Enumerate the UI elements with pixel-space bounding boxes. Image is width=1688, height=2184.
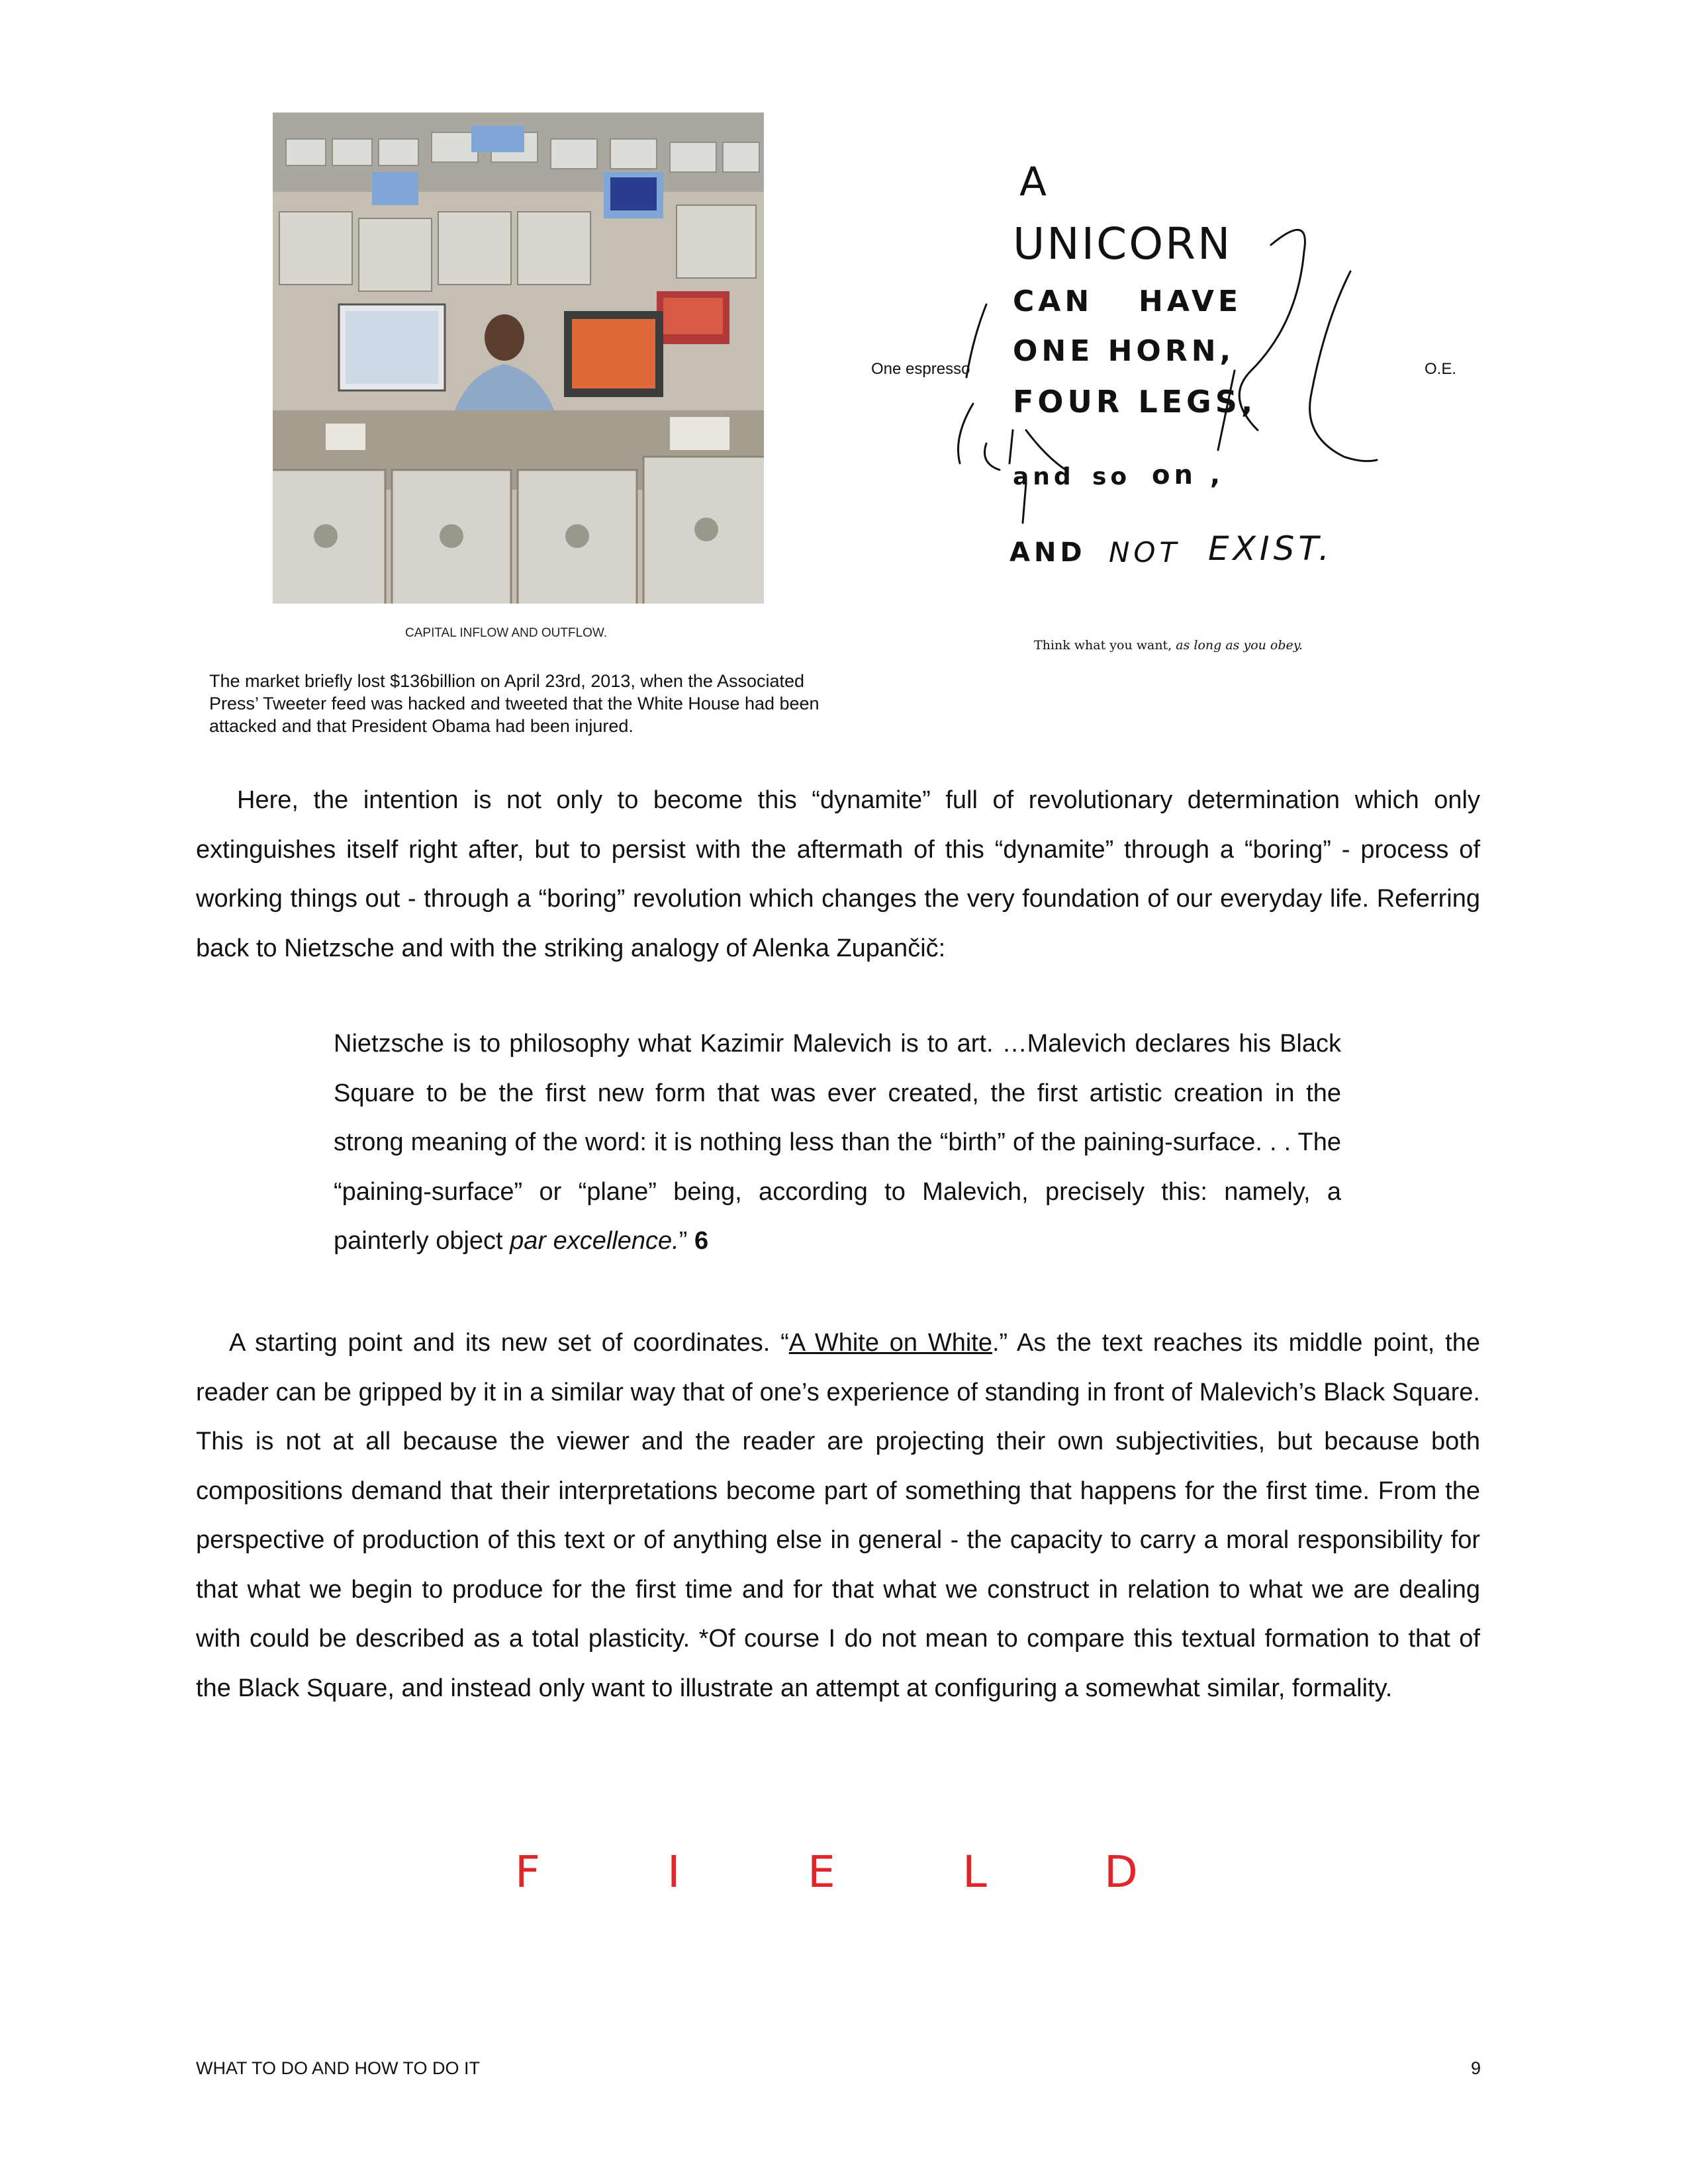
- body-paragraph-1: Here, the intention is not only to become this “dynamite” full of revolutionary determination which only extinguishes itself right after, but to persist with the aftermath of this “dynamite” through a “boring” - process of working things out - through a “boring” revolution which changes the very foundation of our everyday life. Referring back to Nietzsche and with the striking analogy of Alenka Zupančič:: [196, 786, 1480, 962]
- drawing-line-4: ONE HORN,: [1013, 334, 1235, 368]
- quote-italic: par excellence.: [510, 1227, 679, 1255]
- tagline-main: Think what you want,: [1034, 638, 1172, 653]
- drawing-line-7b: NOT: [1109, 536, 1181, 569]
- field-letter-i: I: [667, 1846, 680, 1897]
- quote-text: Nietzsche is to philosophy what Kazimir Malevich is to art. …Malevich declares his Black Square to be the first new form that was ever created, the first artistic creation in the strong meaning of the word: it is nothing less than the “birth” of the paining-surface. . . The “paining-surface” or “plane” being, according to Malevich, precisely this: namely, a painterly object: [334, 1030, 1341, 1255]
- drawing-tagline: [1034, 638, 1303, 653]
- drawing-line-6b: so: [1092, 463, 1131, 490]
- tagline-italic: as long as you obey.: [1176, 638, 1303, 653]
- drawing-line-2: UNICORN: [1013, 218, 1233, 269]
- footer-title: WHAT TO DO AND HOW TO DO IT: [196, 2058, 481, 2078]
- drawing-right-label: O.E.: [1425, 360, 1457, 378]
- photo-caption: CAPITAL INFLOW AND OUTFLOW.: [405, 626, 608, 640]
- drawing-line-6a: and: [1013, 463, 1075, 490]
- field-letter-e: E: [808, 1846, 835, 1897]
- field-letter-f: F: [515, 1846, 540, 1897]
- drawing-line-1: A: [1019, 159, 1051, 205]
- field-letter-l: L: [962, 1846, 987, 1897]
- drawing-left-label: One espresso: [871, 360, 970, 378]
- drawing-line-3b: HAVE: [1139, 285, 1242, 318]
- quote-closing: ”: [679, 1227, 688, 1255]
- footnote-marker: 6: [694, 1227, 709, 1255]
- paragraph2-lead: A starting point and its new set of coordinates. “: [229, 1329, 789, 1357]
- unicorn-drawing: [940, 152, 1390, 589]
- block-quote: [334, 1019, 1341, 1266]
- trading-floor-photo: [273, 113, 764, 604]
- drawing-line-5: FOUR LEGS,: [1013, 384, 1257, 420]
- photo-note: The market briefly lost $136billion on April 23rd, 2013, when the Associated Press’ Tweeter feed was hacked and tweeted that the White House had been attacked and that President Obama had been injured.: [209, 671, 820, 736]
- unicorn-sketch-lines: [940, 152, 1390, 589]
- paragraph2-rest: .” As the text reaches its middle point, the reader can be gripped by it in a similar way that of one’s experience of standing in front of Malevich’s Black Square. This is not at all because the viewer and the reader are projecting their own subjectivities, but because both compositions demand that their interpretations become part of something that happens for the first time. From the perspective of production of this text or of anything else in general - the capacity to carry a moral responsibility for that what we begin to produce for the first time and for that what we construct in relation to what we are dealing with could be described as a total plasticity. *Of course I do not mean to compare this textual formation to that of the Black Square, and instead only want to illustrate an attempt at configuring a somewhat similar, formality.: [196, 1329, 1480, 1702]
- field-letter-d: D: [1104, 1846, 1138, 1897]
- drawing-line-7c: EXIST.: [1208, 529, 1333, 568]
- drawing-line-7a: AND: [1009, 537, 1086, 568]
- white-on-white-link: A White on White: [788, 1329, 992, 1357]
- drawing-line-3a: CAN: [1013, 285, 1094, 318]
- drawing-line-6c: on ,: [1152, 460, 1225, 490]
- page-number: 9: [1471, 2058, 1481, 2078]
- body-paragraph-2: [196, 1318, 1480, 1713]
